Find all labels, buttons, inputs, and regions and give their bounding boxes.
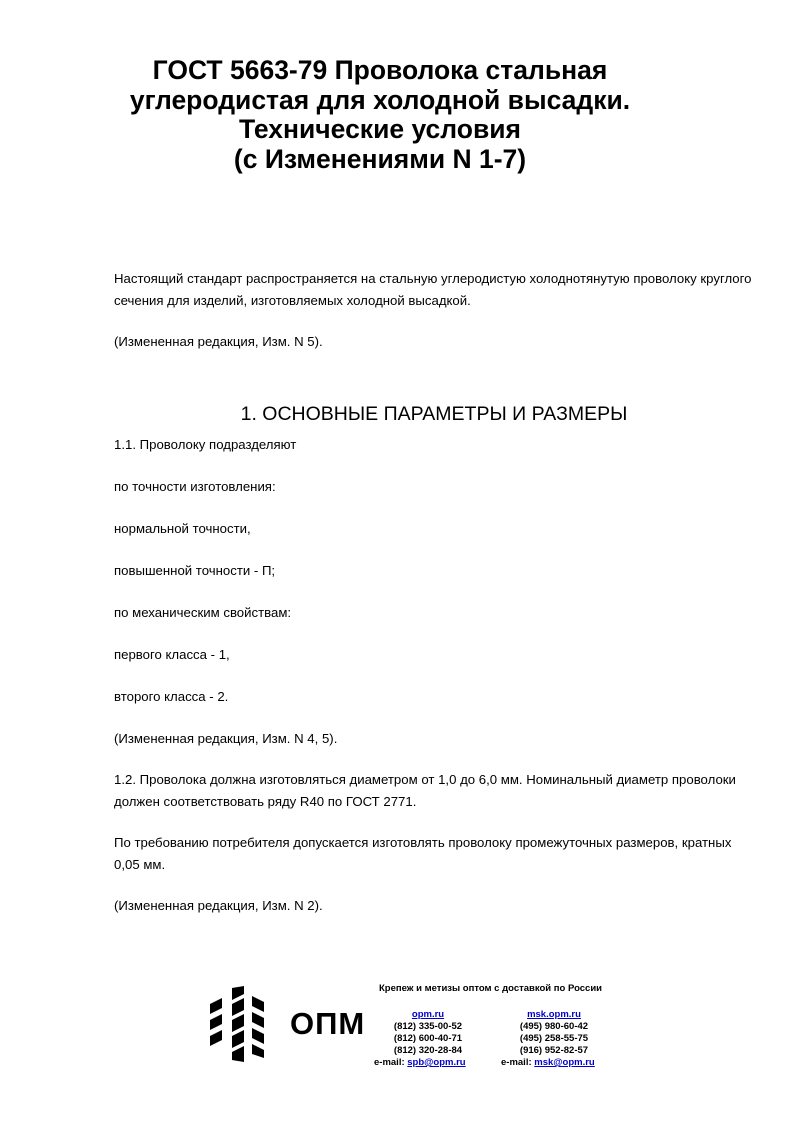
class-2: второго класса - 2. bbox=[114, 689, 229, 704]
spb-contacts bbox=[378, 1009, 478, 1057]
email-label: e-mail: bbox=[374, 1057, 405, 1068]
intro-edition-note: (Измененная редакция, Изм. N 5). bbox=[114, 334, 323, 349]
title-line: углеродистая для холодной высадки. bbox=[129, 84, 631, 115]
spb-phone: (812) 335-00-52 bbox=[393, 1021, 463, 1032]
spb-email-link[interactable]: spb@opm.ru bbox=[407, 1057, 466, 1068]
intro-paragraph: Настоящий стандарт распространяется на стальную углеродистую холоднотянутую проволоку круглого сечения для изделий, изготовляемых холодной высадкой. bbox=[114, 271, 752, 308]
title-line: ГОСТ 5663-79 Проволока стальная bbox=[152, 55, 608, 85]
msk-site-link[interactable]: msk.opm.ru bbox=[527, 1009, 581, 1020]
title-line: (с Изменениями N 1-7) bbox=[233, 143, 527, 174]
spb-phone: (812) 320-28-84 bbox=[393, 1045, 463, 1056]
consumer-request: По требованию потребителя допускается изготовлять проволоку промежуточных размеров, кратных 0,05 мм. bbox=[114, 835, 732, 872]
title-line: Технические условия bbox=[239, 114, 521, 144]
spb-email-row bbox=[374, 1057, 466, 1069]
msk-contacts bbox=[504, 1009, 604, 1057]
footer-tagline: Крепеж и метизы оптом с доставкой по России bbox=[378, 983, 602, 994]
msk-phone: (916) 952-82-57 bbox=[519, 1045, 589, 1056]
section-heading: 1. ОСНОВНЫЕ ПАРАМЕТРЫ И РАЗМЕРЫ bbox=[240, 403, 628, 425]
document-title bbox=[60, 56, 700, 174]
email-label: e-mail: bbox=[501, 1057, 532, 1068]
edition-note-4-5: (Измененная редакция, Изм. N 4, 5). bbox=[114, 731, 338, 746]
clause-1-1: 1.1. Проволоку подразделяют bbox=[114, 437, 297, 452]
msk-email-link[interactable]: msk@opm.ru bbox=[534, 1057, 595, 1068]
class-1: первого класса - 1, bbox=[114, 647, 230, 662]
by-accuracy: по точности изготовления: bbox=[114, 479, 276, 494]
opm-logo-icon bbox=[208, 986, 274, 1062]
clause-1-2: 1.2. Проволока должна изготовляться диаметром от 1,0 до 6,0 мм. Номинальный диаметр проволоки должен соответствовать ряду R40 по ГОСТ 2771. bbox=[114, 772, 736, 809]
msk-email-row bbox=[501, 1057, 595, 1069]
footer bbox=[208, 982, 628, 1072]
normal-accuracy: нормальной точности, bbox=[114, 521, 251, 536]
by-mechanical: по механическим свойствам: bbox=[114, 605, 292, 620]
high-accuracy: повышенной точности - П; bbox=[114, 563, 276, 578]
msk-phone: (495) 980-60-42 bbox=[519, 1021, 589, 1032]
spb-site-link[interactable]: opm.ru bbox=[411, 1009, 445, 1020]
logo-text: ОПМ bbox=[290, 1006, 366, 1041]
edition-note-2: (Измененная редакция, Изм. N 2). bbox=[114, 898, 323, 913]
spb-phone: (812) 600-40-71 bbox=[393, 1033, 463, 1044]
msk-phone: (495) 258-55-75 bbox=[519, 1033, 589, 1044]
